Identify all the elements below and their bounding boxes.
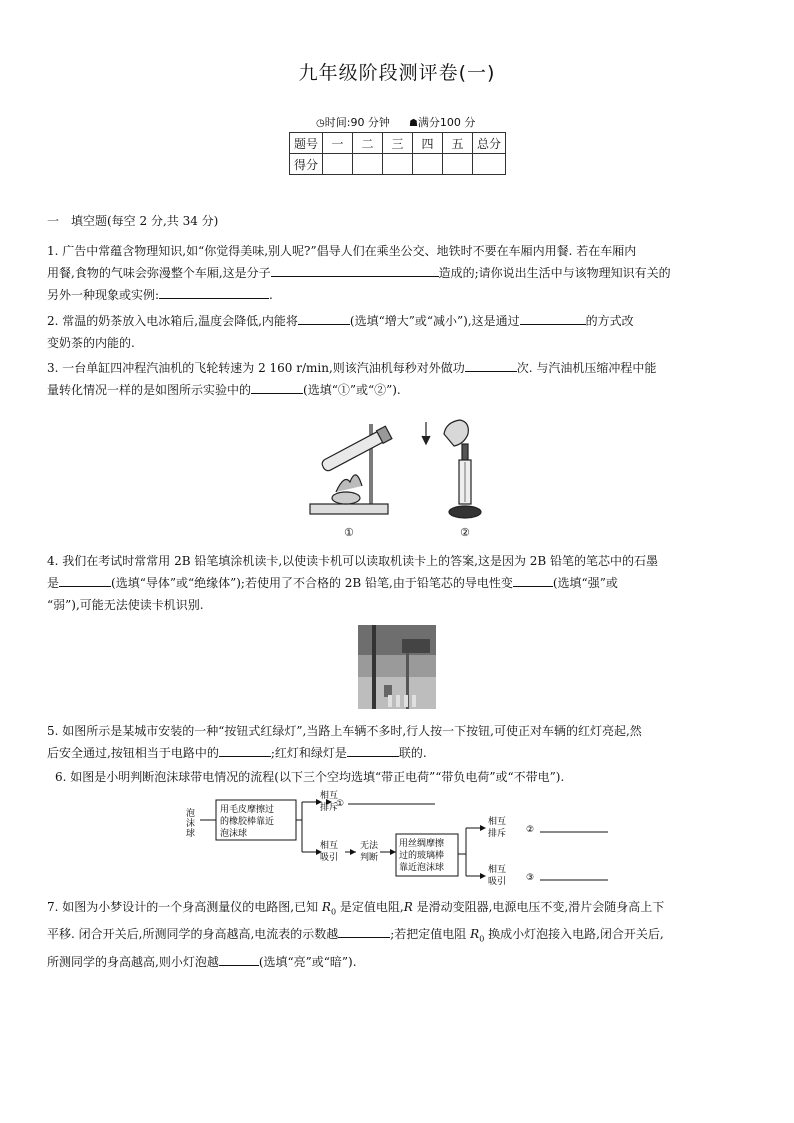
q1-line: 1. 广告中常蕴含物理知识,如“你觉得美味,别人呢?”倡导人们在乘坐公交、地铁时不要在车厢内用餐. 若在车厢内: [47, 244, 637, 258]
answer-blank[interactable]: [298, 311, 350, 325]
flow-box1-text: 泡沫球: [220, 829, 248, 839]
score-cell[interactable]: [413, 154, 443, 175]
q3-line: 量转化情况一样的是如图所示实验中的 (选填“①”或“②”).: [47, 379, 749, 401]
score-table: [289, 132, 506, 175]
q2-line: 2. 常温的奶茶放入电冰箱后,温度会降低,内能将 (选填“增大”或“减小”),这是通过 的方式改: [47, 310, 749, 332]
flow-box1-text: 用毛皮摩擦过: [220, 805, 275, 815]
question-2: [47, 310, 749, 354]
score-header-cell: 总分: [473, 133, 506, 154]
q7-line: 7. 如图为小梦设计的一个身高测量仪的电路图,已知 $R_0$ 是定值电阻,R 是滑动变阻器,电源电压不变,滑片会随身高上下: [47, 900, 665, 917]
answer-blank[interactable]: [347, 743, 399, 757]
q5-line: 后安全通过,按钮相当于电路中的 ;红灯和绿灯是 联的.: [47, 742, 749, 764]
q6-line: 6. 如图是小明判断泡沫球带电情况的流程(以下三个空均选填“带正电荷”“带负电荷”或“不带电”).: [55, 770, 565, 784]
charge-flowchart: [180, 790, 620, 890]
flow-attract-label: 相互: [320, 841, 339, 851]
score-header-cell: 三: [383, 133, 413, 154]
flow-attract-label: 吸引: [320, 853, 339, 863]
answer-blank[interactable]: [59, 573, 111, 587]
crosswalk-button-photo: [358, 625, 436, 709]
score-table-score-row: [290, 154, 506, 175]
answer-blank[interactable]: [219, 952, 259, 966]
q7-line: 平移. 闭合开关后,所测同学的身高越高,电流表的示数越 ;若把定值电阻 $R_0$ 换成小灯泡接入电路,闭合开关后,: [47, 923, 749, 950]
figure-label: ①: [344, 526, 354, 539]
answer-blank[interactable]: [219, 743, 271, 757]
flow-repel2-label: 相互: [488, 817, 507, 827]
test-tube-heating-apparatus: [310, 424, 392, 514]
answer-blank[interactable]: [159, 285, 269, 299]
answer-blank[interactable]: [338, 924, 390, 938]
q1-line: 用餐,食物的气味会弥漫整个车厢,这是分子 造成的;请你说出生活中与该物理知识有关的: [47, 262, 749, 284]
flow-unknown-label: 无法: [360, 841, 379, 851]
answer-blank[interactable]: [465, 358, 517, 372]
figure-label: ②: [460, 526, 470, 539]
flow-attract2-label: 吸引: [488, 877, 507, 887]
flow-box2-text: 靠近泡沫球: [399, 863, 445, 873]
answer-blank[interactable]: [520, 311, 586, 325]
answer-blank[interactable]: [251, 380, 303, 394]
flow-mark: ③: [526, 873, 535, 883]
question-6: [55, 766, 757, 788]
answer-blank[interactable]: [513, 573, 553, 587]
q7-line: 所测同学的身高越高,则小灯泡越 (选填“亮”或“暗”).: [47, 951, 749, 973]
flow-repel-label: 排斥: [320, 803, 339, 813]
flow-mark: ①: [336, 799, 345, 809]
exam-full-score: 满分100 分: [417, 116, 476, 129]
question-4: [47, 550, 749, 616]
exam-meta: [316, 114, 475, 130]
flow-repel-label: 相互: [320, 791, 339, 801]
q4-line: 是 (选填“导体”或“绝缘体”);若使用了不合格的 2B 铅笔,由于铅笔芯的导电性变 (选填“强”或: [47, 572, 749, 594]
question-1: [47, 240, 749, 306]
clock-icon: ◷: [316, 118, 325, 129]
cap-icon: ☗: [408, 118, 418, 129]
q3-experiment-figure: [308, 414, 508, 542]
score-cell[interactable]: [473, 154, 506, 175]
score-header-cell: 五: [443, 133, 473, 154]
q2-line: 变奶茶的内能的.: [47, 336, 135, 350]
q4-line: “弱”),可能无法使读卡机识别.: [47, 598, 204, 612]
score-header-cell: 四: [413, 133, 443, 154]
question-3: [47, 357, 749, 401]
score-cell[interactable]: [443, 154, 473, 175]
q1-line: 另外一种现象或实例: .: [47, 284, 749, 306]
flow-ball-label: 球: [186, 829, 196, 839]
answer-blank[interactable]: [271, 263, 439, 277]
score-header-cell: 一: [323, 133, 353, 154]
score-header-cell: 二: [353, 133, 383, 154]
flow-box1-text: 的橡胶棒靠近: [220, 817, 275, 827]
flow-box2-text: 用丝绸摩擦: [399, 839, 445, 849]
exam-time: 时间:90 分钟: [324, 116, 390, 129]
flow-repel2-label: 排斥: [488, 829, 507, 839]
q5-line: 5. 如图所示是某城市安装的一种“按钮式红绿灯”,当路上车辆不多时,行人按一下按钮,可使正对车辆的红灯亮起,然: [47, 724, 642, 738]
flow-ball-label: 泡: [186, 809, 196, 819]
score-header-cell: 题号: [290, 133, 323, 154]
air-compression-apparatus: [422, 420, 481, 518]
page-title: 九年级阶段测评卷(一): [298, 62, 496, 84]
flow-box2-text: 过的玻璃棒: [399, 851, 445, 861]
question-7: [47, 896, 749, 973]
flow-ball-label: 沫: [186, 819, 196, 829]
score-cell[interactable]: [383, 154, 413, 175]
question-5: [47, 720, 749, 764]
score-table-header-row: [290, 133, 506, 154]
q4-line: 4. 我们在考试时常常用 2B 铅笔填涂机读卡,以使读卡机可以读取机读卡上的答案,这是因为 2B 铅笔的笔芯中的石墨: [47, 554, 659, 568]
section-heading: 一 填空题(每空 2 分,共 34 分): [47, 214, 219, 228]
score-row-label: 得分: [290, 154, 323, 175]
flow-unknown-label: 判断: [360, 853, 379, 863]
flow-mark: ②: [526, 825, 535, 835]
flow-attract2-label: 相互: [488, 865, 507, 875]
score-cell[interactable]: [353, 154, 383, 175]
score-cell[interactable]: [323, 154, 353, 175]
q3-line: 3. 一台单缸四冲程汽油机的飞轮转速为 2 160 r/min,则该汽油机每秒对外做功 次. 与汽油机压缩冲程中能: [47, 357, 749, 379]
